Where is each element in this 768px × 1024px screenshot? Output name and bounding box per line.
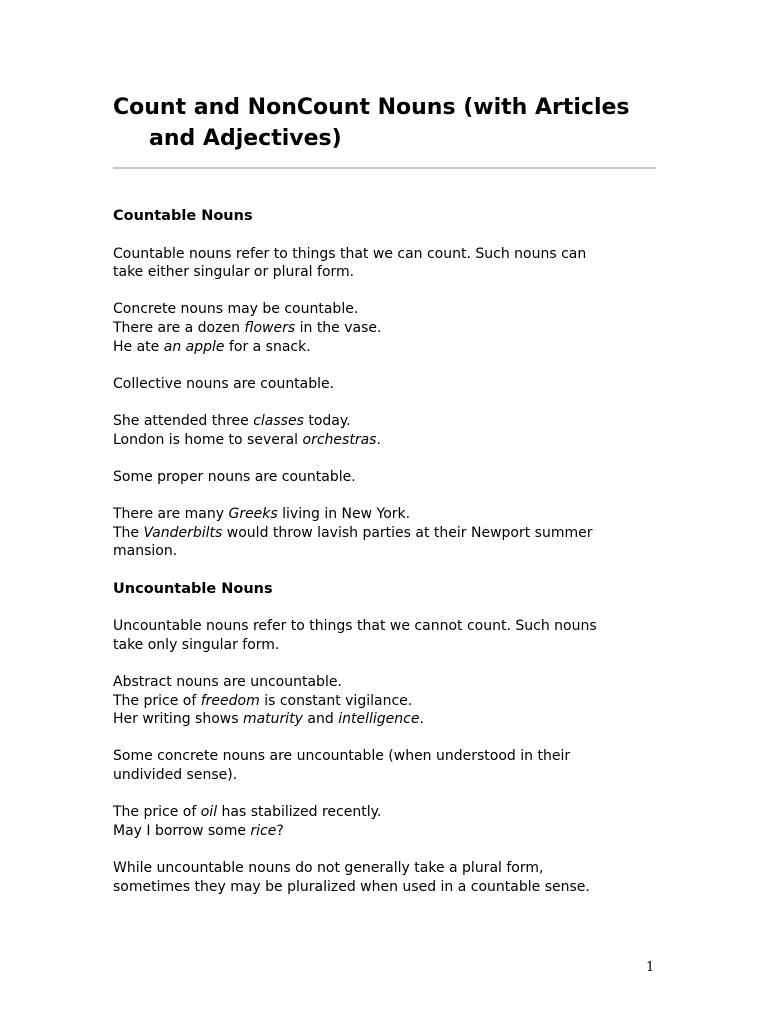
text-run: The [113,524,144,541]
example-noun: flowers [244,319,296,336]
text-run: would throw lavish parties at their Newport summer [222,524,593,541]
text-run: has stabilized recently. [217,804,382,821]
paragraph-concrete-uncountable [113,747,673,784]
text-run: May I borrow some [113,822,251,839]
paragraph-collective-examples [113,412,673,449]
text-line: While uncountable nouns do not generally take a plural form, [113,860,544,876]
text-line: Uncountable nouns refer to things that we cannot count. Such nouns [113,618,597,635]
example-sentence [113,525,593,541]
text-run: for a snack. [224,338,311,355]
text-run: He ate [113,338,164,355]
text-run: The price of [113,804,201,821]
text-line: mansion. [113,543,178,560]
paragraph-countable-intro [113,245,673,282]
paragraph-concrete-uncountable-examples [113,803,673,840]
paragraph-collective [113,375,673,394]
example-sentence [113,506,410,522]
example-noun: Vanderbilts [143,524,223,541]
text-run: . [376,431,381,448]
example-noun: rice [250,822,277,839]
example-noun: oil [200,804,218,821]
text-line: sometimes they may be pluralized when used in a countable sense. [113,878,590,895]
text-run: . [419,711,424,728]
example-noun: orchestras [302,431,377,448]
text-line: take either singular or plural form. [113,264,355,281]
text-line: take only singular form. [113,636,280,653]
text-line: undivided sense). [113,767,238,784]
text-run: There are a dozen [113,319,245,336]
example-sentence [113,339,311,355]
text-line: Some proper nouns are countable. [113,468,356,485]
example-noun: intelligence [338,711,420,728]
paragraph-uncountable-intro [113,617,673,654]
title-line-1: Count and NonCount Nouns (with Articles [113,95,630,120]
example-sentence [113,693,412,709]
text-line: Abstract nouns are uncountable. [113,674,342,691]
text-run: ? [276,822,284,839]
page-number: 1 [646,960,655,975]
text-run: today. [303,412,351,429]
example-noun: classes [253,412,304,429]
example-sentence [113,320,381,336]
example-noun: freedom [200,692,260,709]
text-line: Countable nouns refer to things that we can count. Such nouns can [113,245,587,262]
paragraph-pluralized [113,859,673,896]
example-sentence [113,413,351,429]
paragraph-abstract [113,673,673,729]
text-line: Concrete nouns may be countable. [113,301,359,318]
text-run: is constant vigilance. [259,692,413,709]
example-noun: Greeks [228,505,278,522]
example-sentence [113,804,381,820]
text-run: Her writing shows [113,711,243,728]
document-title [113,92,673,154]
text-run: and [302,711,339,728]
paragraph-concrete-countable [113,300,673,356]
example-noun: maturity [242,711,303,728]
section-heading-countable: Countable Nouns [113,208,253,224]
paragraph-proper [113,468,673,487]
example-sentence [113,711,424,727]
example-sentence [113,432,381,448]
text-line: Some concrete nouns are uncountable (when understood in their [113,748,571,765]
example-sentence [113,823,284,839]
text-run: There are many [113,505,229,522]
section-heading-uncountable: Uncountable Nouns [113,580,273,597]
text-line: Collective nouns are countable. [113,375,335,392]
document-body [113,207,673,915]
example-noun: an apple [163,338,225,355]
title-divider [113,167,656,169]
text-run: London is home to several [113,431,303,448]
title-line-2: and Adjectives) [149,126,342,151]
text-run: living in New York. [277,505,411,522]
text-run: She attended three [113,412,254,429]
text-run: in the vase. [295,319,382,336]
text-run: The price of [113,692,201,709]
paragraph-proper-examples [113,505,673,561]
